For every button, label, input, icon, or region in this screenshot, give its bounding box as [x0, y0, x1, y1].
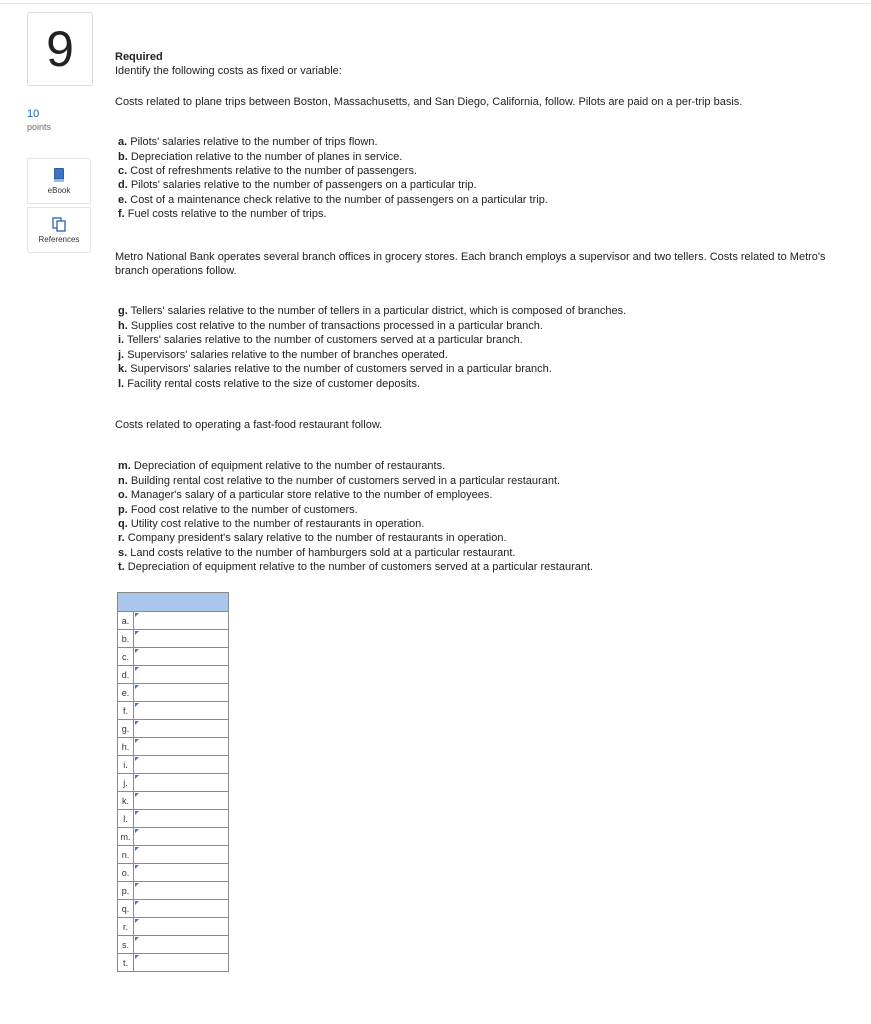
answer-table-header [118, 593, 229, 612]
answer-row-label: q. [118, 900, 134, 918]
references-label: References [38, 235, 80, 244]
answer-row [118, 828, 229, 846]
answer-dropdown[interactable] [134, 954, 229, 972]
list-item-key: i. [118, 334, 125, 347]
answer-row [118, 702, 229, 720]
list-item-key: s. [118, 546, 128, 559]
answer-row-label: a. [118, 612, 134, 630]
answer-row-label: p. [118, 882, 134, 900]
list-item [118, 546, 845, 560]
answer-row [118, 684, 229, 702]
answer-row-label: s. [118, 936, 134, 954]
answer-dropdown[interactable] [134, 864, 229, 882]
dropdown-marker-icon [135, 685, 139, 689]
answer-dropdown[interactable] [134, 684, 229, 702]
list-item-key: f. [118, 208, 125, 221]
list-item-key: b. [118, 150, 128, 163]
instruction-text: Identify the following costs as fixed or variable: [115, 65, 342, 78]
answer-row [118, 900, 229, 918]
answer-row [118, 648, 229, 666]
bank-costs-list [115, 304, 845, 390]
dropdown-marker-icon [135, 919, 139, 923]
list-item-key: k. [118, 363, 128, 376]
list-item-key: c. [118, 165, 128, 178]
answer-dropdown[interactable] [134, 612, 229, 630]
answer-row [118, 954, 229, 972]
answer-row [118, 756, 229, 774]
answer-row-label: e. [118, 684, 134, 702]
answer-row [118, 936, 229, 954]
answer-dropdown[interactable] [134, 828, 229, 846]
dropdown-marker-icon [135, 613, 139, 617]
answer-dropdown[interactable] [134, 666, 229, 684]
list-item-text: Supplies cost relative to the number of transactions processed in a particular branch. [130, 319, 543, 332]
answer-row [118, 666, 229, 684]
list-item-text: Food cost relative to the number of customers. [130, 503, 358, 516]
question-content [115, 50, 845, 575]
ebook-button[interactable] [27, 158, 91, 204]
dropdown-marker-icon [135, 631, 139, 635]
list-item [118, 362, 845, 376]
answer-row-label: l. [118, 810, 134, 828]
list-item-text: Depreciation relative to the number of planes in service. [130, 150, 403, 163]
dropdown-marker-icon [135, 793, 139, 797]
list-item-key: e. [118, 193, 128, 206]
references-button[interactable] [27, 207, 91, 253]
answer-dropdown[interactable] [134, 738, 229, 756]
list-item [118, 319, 845, 333]
list-item [118, 560, 845, 574]
book-icon [51, 167, 67, 183]
answer-dropdown[interactable] [134, 918, 229, 936]
answer-row-label: b. [118, 630, 134, 648]
points-label: points [27, 122, 52, 132]
list-item [118, 517, 845, 531]
answer-dropdown[interactable] [134, 846, 229, 864]
list-item [118, 193, 845, 207]
list-item-text: Building rental cost relative to the number of customers served in a particular restaurant. [130, 474, 561, 487]
list-item [118, 531, 845, 545]
list-item [118, 348, 845, 362]
answer-row-label: k. [118, 792, 134, 810]
answer-dropdown[interactable] [134, 702, 229, 720]
points-value: 10 [27, 108, 40, 120]
dropdown-marker-icon [135, 649, 139, 653]
list-item [118, 503, 845, 517]
answer-row [118, 918, 229, 936]
required-heading: Required [115, 51, 163, 63]
question-number: 9 [27, 12, 93, 86]
list-item-text: Supervisors' salaries relative to the number of customers served in a particular branch. [130, 363, 552, 376]
answer-row-label: r. [118, 918, 134, 936]
answer-row-label: o. [118, 864, 134, 882]
list-item-text: Tellers' salaries relative to the number of tellers in a particular district, which is composed of branches. [130, 305, 627, 318]
dropdown-marker-icon [135, 739, 139, 743]
answer-row [118, 792, 229, 810]
list-item-text: Facility rental costs relative to the size of customer deposits. [127, 377, 421, 390]
list-item-text: Pilots' salaries relative to the number of trips flown. [130, 136, 378, 149]
answer-dropdown[interactable] [134, 630, 229, 648]
answer-row-label: d. [118, 666, 134, 684]
list-item-key: l. [118, 377, 125, 390]
list-item-text: Cost of refreshments relative to the number of passengers. [130, 165, 418, 178]
list-item-key: n. [118, 474, 128, 487]
intro-plane-trips: Costs related to plane trips between Boston, Massachusetts, and San Diego, California, follow. Pilots are paid on a per-trip basis. [115, 95, 743, 108]
answer-dropdown[interactable] [134, 900, 229, 918]
list-item-text: Company president's salary relative to the number of restaurants in operation. [127, 532, 507, 545]
dropdown-marker-icon [135, 829, 139, 833]
copy-pages-icon [51, 216, 67, 232]
answer-row [118, 630, 229, 648]
dropdown-marker-icon [135, 775, 139, 779]
answer-row [118, 810, 229, 828]
list-item [118, 150, 845, 164]
dropdown-marker-icon [135, 811, 139, 815]
answer-row-label: t. [118, 954, 134, 972]
list-item [118, 178, 845, 192]
list-item [118, 459, 845, 473]
top-divider [0, 3, 871, 4]
answer-row-label: f. [118, 702, 134, 720]
list-item [118, 304, 845, 318]
answer-row-label: j. [118, 774, 134, 792]
restaurant-costs-list [115, 459, 845, 574]
list-item-key: h. [118, 319, 128, 332]
answer-dropdown[interactable] [134, 792, 229, 810]
answer-row-label: i. [118, 756, 134, 774]
dropdown-marker-icon [135, 865, 139, 869]
dropdown-marker-icon [135, 703, 139, 707]
list-item-key: p. [118, 503, 128, 516]
answer-row [118, 864, 229, 882]
answer-dropdown[interactable] [134, 720, 229, 738]
answer-row [118, 612, 229, 630]
list-item-text: Depreciation of equipment relative to the number of customers served at a particular restaurant. [127, 561, 594, 574]
list-item-text: Depreciation of equipment relative to the number of restaurants. [133, 460, 446, 473]
list-item-text: Fuel costs relative to the number of trips. [127, 208, 327, 221]
list-item-text: Supervisors' salaries relative to the number of branches operated. [127, 348, 448, 361]
dropdown-marker-icon [135, 883, 139, 887]
list-item [118, 474, 845, 488]
list-item-key: t. [118, 561, 125, 574]
answer-row [118, 846, 229, 864]
answer-table [117, 592, 229, 972]
intro-restaurant: Costs related to operating a fast-food restaurant follow. [115, 418, 383, 431]
ebook-label: eBook [47, 186, 71, 195]
answer-dropdown[interactable] [134, 936, 229, 954]
list-item [118, 164, 845, 178]
list-item [118, 333, 845, 347]
list-item-text: Cost of a maintenance check relative to the number of passengers on a particular trip. [130, 193, 548, 206]
intro-bank: Metro National Bank operates several branch offices in grocery stores. Each branch employs a supervisor and two tellers. Costs related to Metro's branch operations follow. [115, 250, 826, 278]
answer-row-label: n. [118, 846, 134, 864]
dropdown-marker-icon [135, 937, 139, 941]
dropdown-marker-icon [135, 955, 139, 959]
answer-row [118, 774, 229, 792]
answer-row [118, 720, 229, 738]
list-item [118, 135, 845, 149]
list-item-key: a. [118, 136, 128, 149]
list-item-text: Land costs relative to the number of hamburgers sold at a particular restaurant. [130, 546, 516, 559]
list-item-key: g. [118, 305, 128, 318]
list-item [118, 377, 845, 391]
answer-dropdown[interactable] [134, 648, 229, 666]
list-item-key: j. [118, 348, 125, 361]
answer-row [118, 738, 229, 756]
answer-row [118, 882, 229, 900]
list-item-key: r. [118, 532, 125, 545]
list-item-text: Utility cost relative to the number of restaurants in operation. [130, 517, 425, 530]
answer-row-label: c. [118, 648, 134, 666]
list-item-text: Manager's salary of a particular store relative to the number of employees. [130, 489, 493, 502]
dropdown-marker-icon [135, 721, 139, 725]
answer-dropdown[interactable] [134, 756, 229, 774]
answer-row-label: h. [118, 738, 134, 756]
list-item [118, 488, 845, 502]
list-item-key: o. [118, 489, 128, 502]
dropdown-marker-icon [135, 757, 139, 761]
list-item-text: Pilots' salaries relative to the number of passengers on a particular trip. [130, 179, 477, 192]
answer-row-label: g. [118, 720, 134, 738]
dropdown-marker-icon [135, 667, 139, 671]
list-item-key: m. [118, 460, 131, 473]
answer-dropdown[interactable] [134, 882, 229, 900]
dropdown-marker-icon [135, 901, 139, 905]
answer-row-label: m. [118, 828, 134, 846]
answer-dropdown[interactable] [134, 810, 229, 828]
dropdown-marker-icon [135, 847, 139, 851]
list-item [118, 207, 845, 221]
list-item-key: q. [118, 517, 128, 530]
list-item-text: Tellers' salaries relative to the number of customers served at a particular branch. [126, 334, 523, 347]
plane-costs-list [115, 135, 845, 221]
list-item-key: d. [118, 179, 128, 192]
answer-dropdown[interactable] [134, 774, 229, 792]
